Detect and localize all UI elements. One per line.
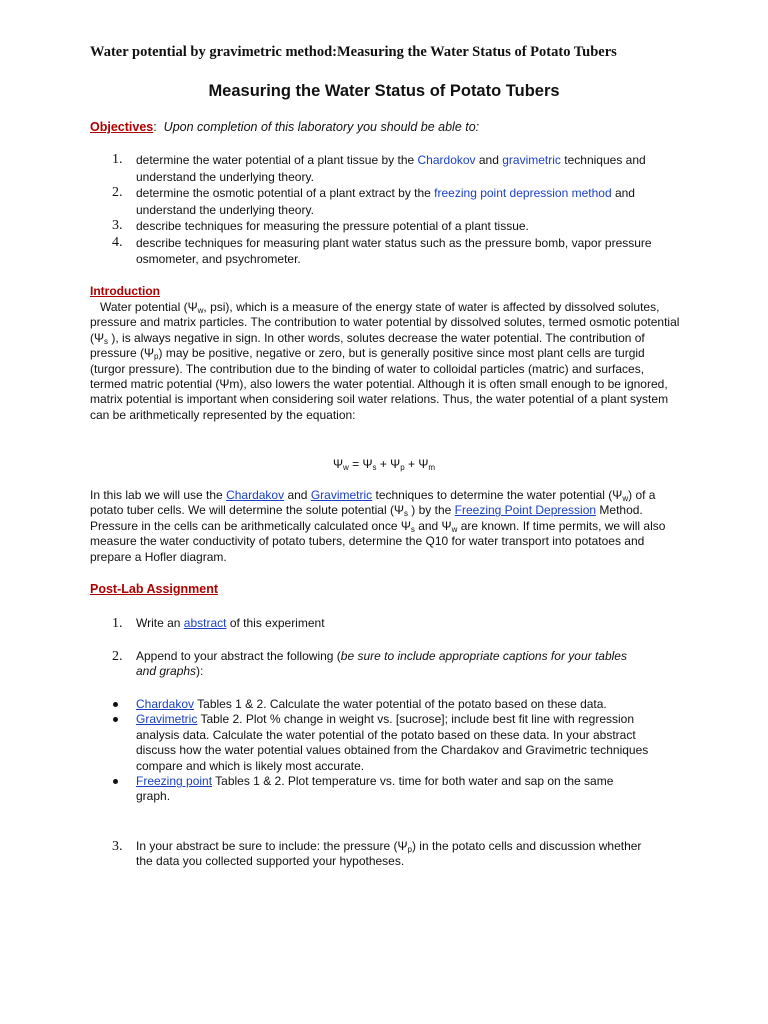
post-lab-text: In your abstract be sure to include: the pressure (Ψ xyxy=(136,839,408,853)
chardakov-link[interactable]: Chardakov xyxy=(226,488,285,502)
post-lab-text: of this experiment xyxy=(226,616,325,630)
objective-item-1 xyxy=(90,152,690,185)
post-lab-italic-note: be sure to include appropriate captions for your tables and graphs xyxy=(136,649,627,679)
list-item xyxy=(90,774,650,805)
psi-symbol: Ψ xyxy=(332,457,343,471)
methods-text: ) by the xyxy=(407,503,455,518)
list-number: 3. xyxy=(112,839,123,854)
subscript: s xyxy=(410,524,415,534)
objective-text: determine the osmotic potential of a plant extract by the xyxy=(136,186,435,200)
subscript: s xyxy=(104,336,109,346)
list-number: 4. xyxy=(112,234,123,250)
page-title: Measuring the Water Status of Potato Tubers xyxy=(208,82,560,100)
bullet-text: Tables 1 & 2. Calculate the water potential of the potato based on these data. xyxy=(194,697,607,711)
subscript: s xyxy=(372,463,377,472)
objectives-label: Objectives xyxy=(90,120,154,134)
objectives-line xyxy=(90,120,682,135)
post-lab-heading: Post-Lab Assignment xyxy=(90,582,219,596)
document-header: Water potential by gravimetric method:Measuring the Water Status of Potato Tubers xyxy=(90,44,617,60)
bullet-icon xyxy=(113,779,118,784)
freezing-point-depression-link[interactable]: freezing point depression method xyxy=(434,186,612,200)
subscript: w xyxy=(342,463,349,472)
methods-text: techniques to determine the water potential (Ψ xyxy=(372,488,623,502)
psi-symbol: Ψ xyxy=(418,457,429,471)
plus-sign: + xyxy=(376,457,391,471)
psi-symbol: Ψ xyxy=(362,457,373,471)
water-potential-equation xyxy=(0,457,768,471)
post-lab-bullet-list xyxy=(90,697,650,805)
freezing-point-link[interactable]: Freezing point xyxy=(136,774,213,789)
objectives-colon: : xyxy=(153,120,157,134)
methods-paragraph xyxy=(90,488,682,565)
methods-text: are known. If time permits, we will also measure the water conductivity of potato tubers, determine the Q10 for water transport into potatoes and prepare a Hofler diagram. xyxy=(90,518,666,564)
gravimetric-link[interactable]: Gravimetric xyxy=(136,712,198,727)
objective-text: techniques and understand the underlying theory. xyxy=(136,153,646,184)
post-lab-text: ): xyxy=(196,664,204,679)
objective-text: describe techniques for measuring the pressure potential of a plant tissue. xyxy=(136,219,529,233)
objective-text: and understand the underlying theory. xyxy=(136,186,635,217)
subscript: p xyxy=(407,845,412,854)
methods-text: In this lab we will use the xyxy=(90,488,227,502)
list-number: 3. xyxy=(112,218,123,233)
methods-text: and xyxy=(284,488,311,502)
chardokov-link[interactable]: Chardokov xyxy=(417,153,476,167)
methods-text: and Ψ xyxy=(414,518,452,533)
list-number: 2. xyxy=(112,185,123,200)
intro-text: ), is always negative in sign. In other words, solutes decrease the water potential. The contribution of pressure (Ψ xyxy=(90,330,645,361)
post-lab-item-3 xyxy=(90,839,650,870)
list-item xyxy=(90,712,650,774)
bullet-icon xyxy=(113,702,118,707)
subscript: m xyxy=(428,463,436,472)
subscript: w xyxy=(622,494,629,503)
objective-text: and xyxy=(475,153,503,167)
post-lab-item-2 xyxy=(90,649,650,680)
freezing-point-depression-link[interactable]: Freezing Point Depression xyxy=(454,503,597,518)
subscript: s xyxy=(403,509,408,519)
bullet-text: Tables 1 & 2. Plot temperature vs. time for both water and sap on the same graph. xyxy=(136,774,614,804)
bullet-icon xyxy=(113,717,118,722)
subscript: p xyxy=(154,352,159,362)
intro-text: ) may be positive, negative or zero, but is generally positive since most plant cells are turgid (turgor pressure). The contribution due to the binding of water to colloidal particles (matric) and surfaces, termed matric potential (Ψm), also lowers the water potential. Although it is often small enough to be ignored, matrix potential is important when considering soil water relations. Thus, the water potential of a plant system can be arithmetically represented by the equation: xyxy=(90,346,669,422)
list-item xyxy=(90,697,650,712)
methods-text: ) of a potato tuber cells. We will determine the solute potential (Ψ xyxy=(90,488,656,518)
list-number: 1. xyxy=(112,616,123,631)
psi-symbol: Ψ xyxy=(390,457,401,471)
objective-text: describe techniques for measuring plant water status such as the pressure bomb, vapor pressure osmometer, and psychrometer. xyxy=(136,235,652,266)
list-number: 2. xyxy=(112,649,123,664)
objective-item-3 xyxy=(90,218,690,235)
objectives-intro: Upon completion of this laboratory you should be able to: xyxy=(163,120,480,134)
introduction-paragraph xyxy=(90,300,682,423)
post-lab-text xyxy=(136,649,650,680)
post-lab-text: Append to your abstract the following ( xyxy=(136,649,341,663)
objective-item-4 xyxy=(90,235,690,268)
methods-text: Method. Pressure in the cells can be arithmetically calculated once Ψ xyxy=(90,503,643,533)
post-lab-item-1 xyxy=(90,616,650,631)
objectives-list xyxy=(90,152,690,268)
abstract-link[interactable]: abstract xyxy=(183,616,227,630)
subscript: w xyxy=(451,524,458,534)
gravimetric-link[interactable]: gravimetric xyxy=(502,153,561,167)
chardakov-link[interactable]: Chardakov xyxy=(136,697,195,711)
post-lab-text xyxy=(136,616,650,631)
plus-sign: + xyxy=(404,457,419,471)
post-lab-text: Write an xyxy=(136,616,184,630)
subscript: w xyxy=(197,306,204,315)
list-number: 1. xyxy=(112,152,123,167)
equals-sign: = xyxy=(348,457,363,471)
gravimetric-link[interactable]: Gravimetric xyxy=(310,488,373,502)
post-lab-text xyxy=(136,839,650,870)
introduction-heading: Introduction xyxy=(90,284,160,298)
post-lab-text: ) in the potato cells and discussion whether the data you collected supported your hypotheses. xyxy=(136,839,642,869)
objective-text: determine the water potential of a plant tissue by the xyxy=(136,153,418,167)
intro-text: , psi), which is a measure of the energy state of water is affected by dissolved solutes, pressure and matrix particles. The contribution to water potential by dissolved solutes, termed osmotic potential (Ψ xyxy=(90,300,680,345)
subscript: p xyxy=(400,463,405,472)
objective-item-2 xyxy=(90,185,690,218)
intro-text: Water potential (Ψ xyxy=(100,300,198,314)
bullet-text: Table 2. Plot % change in weight vs. [sucrose]; include best fit line with regression analysis data. Calculate the water potential of the potato based on these data. In your abstract discuss how the water potential values obtained from the Chardakov and Gravimetric techniques compare and which is likely most accurate. xyxy=(136,712,649,773)
